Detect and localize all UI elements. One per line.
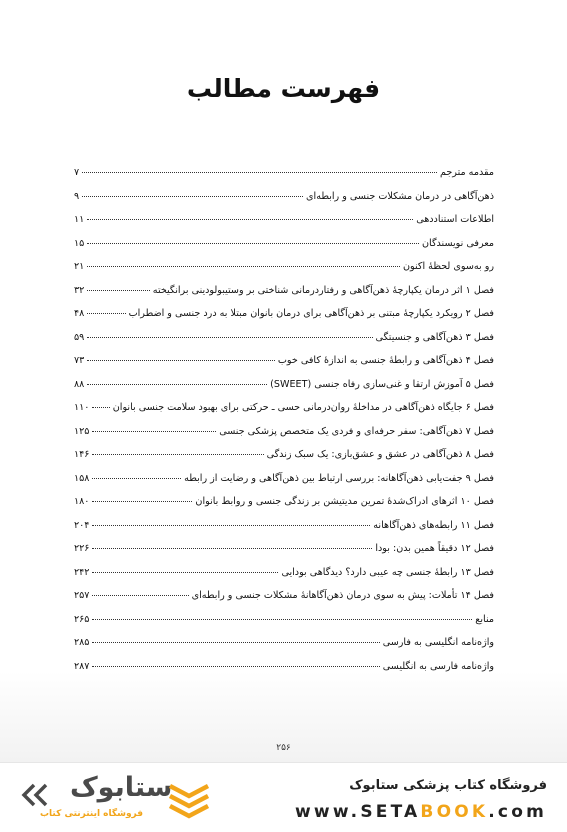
toc-entry-title: فصل ۶ جایگاه ذهن‌آگاهی در مداخلهٔ روان‌درمانی حسی ـ حرکتی برای بهبود سلامت جنسی بانوان <box>112 402 494 413</box>
table-of-contents <box>74 161 494 678</box>
toc-entry-page: ۱۵۸ <box>74 472 90 484</box>
dot-leader <box>92 454 263 455</box>
dot-leader <box>92 478 181 479</box>
toc-entry <box>74 349 494 373</box>
toc-entry-title: فصل ۳ ذهن‌آگاهی و جنسیتگی <box>375 331 494 343</box>
dot-leader <box>92 525 370 526</box>
toc-entry-page: ۲۸۵ <box>74 637 90 648</box>
dot-leader <box>82 172 437 173</box>
toc-entry <box>74 443 494 467</box>
toc-entry-title: فصل ۹ جفت‌یابی ذهن‌آگاهانه: بررسی ارتباط بین ذهن‌آگاهی و رضایت از رابطه <box>184 472 494 484</box>
toc-entry-page: ۲۸۷ <box>74 660 90 672</box>
toc-entry-page: ۱۱ <box>74 214 85 225</box>
toc-entry-page: ۷۳ <box>74 355 85 366</box>
toc-entry <box>74 584 494 608</box>
double-chevron-left-icon <box>18 782 58 808</box>
toc-entry-page: ۱۲۵ <box>74 425 90 437</box>
toc-entry-title: مقدمه مترجم <box>439 167 494 178</box>
toc-entry <box>74 561 494 585</box>
toc-entry-page: ۷ <box>74 167 80 178</box>
toc-entry-title: فصل ۱۰ اثرهای ادراک‌شدهٔ تمرین مدیتیشن بر زندگی جنسی و روابط بانوان <box>195 496 494 507</box>
url-accent: BOOK <box>420 802 489 822</box>
page-title: فهرست مطالب <box>186 74 381 103</box>
logo-wordmark: ستابوک <box>70 772 173 803</box>
toc-entry-title: فصل ۱ اثر درمان یکپارچهٔ ذهن‌آگاهی و رفتاردرمانی شناختی بر وستیبولودینی برانگیخته <box>152 284 494 296</box>
toc-entry-title: رو به‌سوی لحظهٔ اکنون <box>403 261 494 272</box>
toc-entry-page: ۲۲۶ <box>74 543 90 554</box>
dot-leader <box>92 642 379 643</box>
toc-entry-page: ۲۵۷ <box>74 590 90 601</box>
dot-leader <box>87 290 149 291</box>
toc-entry-page: ۹ <box>74 190 80 202</box>
toc-entry-title: فصل ۱۱ رابطه‌های ذهن‌آگاهانه <box>373 519 494 531</box>
toc-entry <box>74 373 494 397</box>
toc-entry-title: فصل ۷ ذهن‌آگاهی: سفر حرفه‌ای و فردی یک متخصص پزشکی جنسی <box>219 425 494 437</box>
toc-entry-title: واژه‌نامه فارسی به انگلیسی <box>382 660 494 672</box>
dot-leader <box>87 313 125 314</box>
url-prefix: www.SETA <box>295 802 421 822</box>
toc-entry <box>74 608 494 632</box>
toc-entry-page: ۳۲ <box>74 284 85 296</box>
toc-entry <box>74 420 494 444</box>
dot-leader <box>87 360 275 361</box>
store-url-link[interactable] <box>295 802 547 822</box>
toc-entry <box>74 631 494 655</box>
toc-entry <box>74 514 494 538</box>
toc-entry <box>74 161 494 185</box>
toc-entry-title: فصل ۱۲ دقیقاً همین بدن: بودا <box>375 543 494 554</box>
toc-entry-title: منابع <box>475 613 494 625</box>
toc-entry-title: فصل ۴ ذهن‌آگاهی و رابطهٔ جنسی به اندازهٔ کافی خوب <box>277 355 494 366</box>
dot-leader <box>87 337 372 338</box>
toc-entry <box>74 467 494 491</box>
page-number: ۲۵۶ <box>276 743 291 753</box>
logo-tagline: فروشگاه اینترنتی کتاب <box>40 809 144 819</box>
dot-leader <box>92 548 372 549</box>
toc-entry <box>74 208 494 232</box>
toc-entry-page: ۲۰۴ <box>74 519 90 531</box>
dot-leader <box>92 407 109 408</box>
toc-entry-title: معرفی نویسندگان <box>421 237 494 249</box>
toc-entry-title: ذهن‌آگاهی در درمان مشکلات جنسی و رابطه‌ای <box>306 190 494 202</box>
dot-leader <box>87 384 267 385</box>
toc-entry <box>74 255 494 279</box>
toc-entry-page: ۸۸ <box>74 378 85 390</box>
toc-entry-page: ۱۵ <box>74 237 85 249</box>
toc-entry-title: واژه‌نامه انگلیسی به فارسی <box>382 637 494 648</box>
toc-entry-page: ۱۴۶ <box>74 449 90 460</box>
toc-entry <box>74 655 494 679</box>
toc-entry-page: ۲۶۵ <box>74 613 90 625</box>
dot-leader <box>82 196 303 197</box>
toc-entry-page: ۲۴۲ <box>74 566 90 578</box>
dot-leader <box>92 572 278 573</box>
dot-leader <box>87 243 419 244</box>
dot-leader <box>92 619 472 620</box>
toc-entry <box>74 396 494 420</box>
banner-divider <box>0 762 567 763</box>
dot-leader <box>87 266 400 267</box>
toc-entry-title: فصل ۱۴ تأملات: پیش به سوی درمان ذهن‌آگاهانهٔ مشکلات جنسی و رابطه‌ای <box>191 590 494 601</box>
book-logo-icon <box>166 776 212 822</box>
toc-entry <box>74 302 494 326</box>
dot-leader <box>92 595 188 596</box>
toc-entry-page: ۲۱ <box>74 261 85 272</box>
toc-entry-title: فصل ۸ ذهن‌آگاهی در عشق و عشق‌بازی: یک سبک زندگی <box>266 449 494 460</box>
toc-entry <box>74 326 494 350</box>
url-suffix: .com <box>488 802 547 822</box>
toc-entry-title: فصل ۵ آموزش ارتقا و غنی‌سازی رفاه جنسی (SWEET) <box>270 378 494 390</box>
toc-entry <box>74 490 494 514</box>
toc-entry <box>74 185 494 209</box>
toc-entry-page: ۵۹ <box>74 331 85 343</box>
store-banner[interactable] <box>0 762 567 832</box>
toc-entry-page: ۴۸ <box>74 308 85 319</box>
store-name: فروشگاه کتاب پزشکی ستابوک <box>349 778 547 793</box>
dot-leader <box>87 219 413 220</box>
toc-entry <box>74 537 494 561</box>
toc-entry <box>74 232 494 256</box>
toc-entry-title: فصل ۲ رویکرد یکپارچهٔ مبتنی بر ذهن‌آگاهی برای درمان بانوان مبتلا به درد جنسی و اضطراب <box>128 308 494 319</box>
dot-leader <box>92 501 192 502</box>
toc-entry-title: فصل ۱۳ رابطهٔ جنسی چه عیبی دارد؟ دیدگاهی بودایی <box>281 566 494 578</box>
dot-leader <box>92 431 216 432</box>
toc-entry <box>74 279 494 303</box>
toc-entry-page: ۱۸۰ <box>74 496 90 507</box>
toc-entry-title: اطلاعات استناددهی <box>416 214 494 225</box>
toc-entry-page: ۱۱۰ <box>74 402 90 413</box>
dot-leader <box>92 666 379 667</box>
